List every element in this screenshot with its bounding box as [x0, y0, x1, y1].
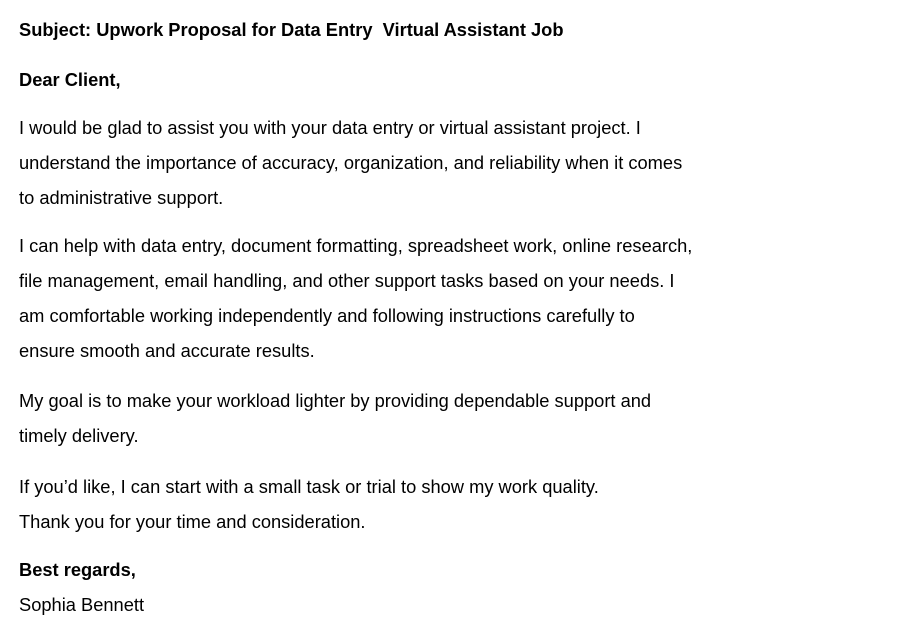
paragraph-line: I can help with data entry, document formatting, spreadsheet work, online research, — [19, 235, 693, 256]
subject-line — [19, 12, 563, 47]
greeting — [19, 62, 121, 97]
paragraph-line: to administrative support. — [19, 187, 224, 208]
paragraph-2 — [19, 228, 692, 368]
paragraph-line: If you’d like, I can start with a small task or trial to show my work quality. — [19, 476, 599, 497]
signature-name: Sophia Bennett — [19, 594, 145, 615]
paragraph-1 — [19, 110, 682, 215]
subject-text: Subject: Upwork Proposal for Data Entry Virtual Assistant Job — [19, 19, 564, 40]
paragraph-3 — [19, 383, 651, 453]
greeting-text: Dear Client, — [19, 69, 121, 90]
paragraph-line: timely delivery. — [19, 425, 139, 446]
closing — [19, 552, 144, 622]
paragraph-line: am comfortable working independently and following instructions carefully to — [19, 305, 635, 326]
paragraph-line: ensure smooth and accurate results. — [19, 340, 315, 361]
paragraph-line: I would be glad to assist you with your data entry or virtual assistant project. I — [19, 117, 641, 138]
paragraph-4 — [19, 469, 599, 539]
paragraph-line: My goal is to make your workload lighter by providing dependable support and — [19, 390, 652, 411]
paragraph-line: Thank you for your time and consideration. — [19, 511, 366, 532]
paragraph-line: understand the importance of accuracy, organization, and reliability when it comes — [19, 152, 683, 173]
closing-text: Best regards, — [19, 559, 136, 580]
paragraph-line: file management, email handling, and other support tasks based on your needs. I — [19, 270, 675, 291]
